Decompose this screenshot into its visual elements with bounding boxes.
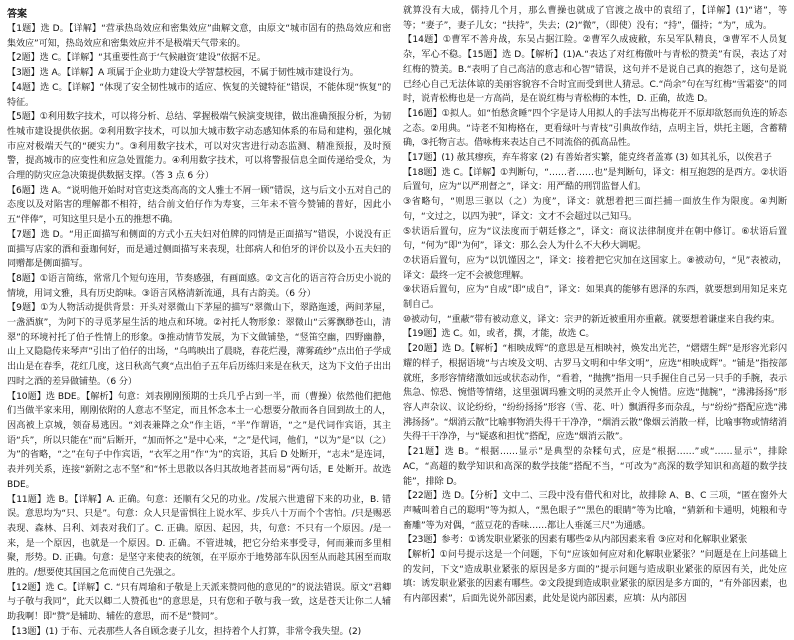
answer-paragraph-q13: 【13题】(1) 于布、元表那些人各自顾念妻子儿女，担持着个人打算，非常令我失望。(2) [7, 626, 362, 637]
answer-paragraph-q18c: ⑤状语后置句，应为“议法度而于朝廷修之”，译文：商议法律制度并在朝中修订。⑥状语后置句，“何为”即“为何”，译文：那么会人为什么不大秒大调呢。 [403, 226, 787, 252]
answer-paragraph-q18d: ⑦状语后置句，应为“以饥馑因之”，译文：接着把它灾加在这国家上。⑧被动句，“见”表被动，译文：最终一定不会被您理解。 [403, 255, 787, 281]
answer-paragraph-q10: 【10题】选 BDE。【解析】句意：刘表刚刚预期的士兵几乎占到一半，而（曹操）依然他们把他们当做半家来用，刚刚依附的人意志不坚定，而且怀念本土一心想要分散而各自回到故土的人，因高被上京城，领奋易逃因。“刘表兼降之众”作主语，“半”作谓语，“之”是代词作宾语，其主语“兵”，所以只能在“而”后断开，“加而怀之”是中心来，“之”是代词，他们，“以为”是“以（之）为”的省略，“之”在句子中作宾语，“衣军之用”作“为”的宾语，其后 D 处断开，“志未”是连词，表并列关系，连接“新附之志不坚”和“怀土思散以各归其故地者甚而易”两句话，E 处断开。故选 BDE。 [7, 391, 391, 490]
answer-paragraph-q6: 【6题】选 A。“说明他开始时对官吏这类高高的文人雅士不屑一顾”错误，这与后文小五对自己的态度以及对陷害的理解都不相符，结合前文伯仔作为寿宴，三年未不管今赞铺的普好，因此小五“伴俸”，可知这里只是小五的推想不确。 [7, 185, 391, 226]
answer-paragraph-q11: 【11题】选 B。【详解】A. 正确。句意：还顺有父兄的功业。/发展六世遗留下来的功业，B. 错误。意思均为“只、只是”。句意：众人只是雷惧往上说水军、步兵八十万而个个害怕。/只是赐恶表现、森林、吕利、刘表对我们了。C. 正确。原因、起因，共，句意：不只有一个原因。/是一来，是一个原因，也就是一个原因。D. 正确。不管进城，把它分给来事受寻，何而兼而多里相聚，形势。D. 正确。句意：是坚守来使表的统领，在平原亦于地势部车队因至从而趁其困至而取胜的。/想要使其国国之危而使自己先强之。 [7, 494, 391, 579]
answer-paragraph-q18f: ⑩被动句，“重蔽”带有被动意义，译文：宗尹的新近被重用亦重蔽。就要想着谦虚来自我约束。 [403, 314, 781, 325]
answer-paragraph-q17: 【17题】(1) 赦其瘳疾，弃车将家 (2) 有善始者实繁，能克终者盖寡 (3) 如其礼乐，以俟君子 [403, 153, 772, 164]
right-column [403, 4, 787, 605]
answer-paragraph-q5: 【5题】①利用数字技术，可以将分析、总结、掌握极端气候演变规律，做出准确预报分析，为韧性城市建设提供依据。②利用数字技术，可以加大城市数字动态感知体系的布局和建构，强化城市应对极端天气的“硬实力”。③利用数字技术，可以对灾害进行动态监测、精准预报，及时预警，提高城市的应变性和应急处置能力。④利用数字技术，可以将警报信息全面传递给受众，为合理的防灾应急决策提供数据支撑。（答 3 点 6 分） [7, 112, 391, 182]
answer-paragraph-q7: 【7题】选 D。“用正面描写和侧面的方式小五夫妇对伯牌的同情是正面描写”错误，小说没有正面描写店家的酒和蚕珈何好，而是通过侧面描写来表现，壮郎病人和伯牙的评价以及小五夫妇的同赠都是侧面描写。 [7, 229, 391, 270]
answer-paragraph-q4: 【4题】选 C。【详解】“体现了安全韧性城市的适应、恢复的关键特征”错误，不能体现“恢复”的特征。 [7, 82, 391, 108]
left-column [7, 4, 391, 637]
answer-paragraph-q2: 【2题】选 C。【详解】“其重要性高于‘气候融资’建设”依据不足。 [7, 53, 266, 64]
answer-paragraph-q23: 【23题】参考：①诱发职业紧张的因素有哪些②从内部因素来看 ③应对和化解职业紧张 [403, 535, 748, 546]
answer-paragraph-q18b: ③省略句，“则思三驱以（之）为度”，译文：就想着把三面拦捕一面放生作为限度。④判断句，“文过之，以四为驶”，译文：文才不会超过以己知马。 [403, 197, 787, 222]
answer-paragraph-q9: 【9题】①为人物活动提供背景：开头对翠微山下茅屋的描写“翠微山下，翠路迤逶，两间茅屋，一盏酒旗”，为阿下的寻觅茅屋生活的地点和环境。②衬托人物形象：翠微山“云雾飘缈苍山，清翠”的环境衬托了伯子性情上的形象。③推动情节发展，为下文做铺垫，“竖笛空幽，四野幽静，山上又隐隐传来琴声”引出了伯仔的出场，“乌鸣映出了晨晓，春花烂漫，薄雾疏纱”点出伯子学成出山是在春季，花红几度，这日秋高气爽“点出伯子五年后历练归来是在秋天，这为下文伯子出出四时之酒的差异做铺垫。（6 分） [7, 303, 391, 387]
answer-paragraph-q21: 【21题】选 B。“根据……显示”是典型的杂糅句式，应是“根据……”或“……显示”，排除 AC，“高超的数学知识和高深的数学技能”搭配不当，“可改为”高深的数学知识和高超的数学技能”，排除 D。 [403, 447, 787, 487]
answer-paragraph-q22: 【22题】选 D。【分析】文中二、三段中没有借代和对比，故排除 A、B、C 三项，“匿在窗外大声喊叫着自己的聪明”等为拟人，“黑色眼子”“黑色的眼睛”等为比喻，“猜新和卡通明，炖粮和寺畜雕”等为对偶，“蓝豆花的香味……都让人垂涎三尺”为通感。 [403, 491, 787, 531]
answer-paragraph-q18e: ⑨状语后置句，应为“自成”即“成自”，译文：如果真的能够有恩泽的东西，就要想到用知足来克制自己。 [403, 285, 787, 311]
answer-paragraph-q12: 【12题】选 C。【详解】C. “只有周瑜和子敬是上天派来赞同他的意见的”的说法错误。原文“君卿与子敬与我同”，此天以卿二人赞孤也“的意思是，只有您和子敬与我一致，这是苍天让你二人辅助我啊！即“赞”是辅助、辅佐的意思，而不是“赞同”。 [7, 582, 391, 623]
answer-paragraph-q14: 【14题】①曹军不善舟战，东吴占据江险。②曹军久成疲敝，东吴军队精良，③曹军不人员复杂，军心不稳。【15题】选 D。【解析】(1)A.“表达了对红梅傲叶与青松的赞美”有误，表达了对红梅的赞美。B.“表明了自己高洁的意志和心智”错误，这句并不是说自己真的抱怨了，这句是说已经心自己无法体谅的美丽容貌容不合时宜而受到世人猜忌。C.“尚余”句在写红梅“雪霜姿”的同时，说青松梅也是一方高尚，是在说红梅与青松梅的本性，D. 正确，故选 D。 [403, 35, 787, 105]
answer-paragraph-q13b: 就算没有大成，儒持几个月，那么曹操也就成了官渡之战中的袁绍了，【详解】(1)“诸”，等等；“妻子”，妻子儿女；“扶持”，失去；(2)“微”，（即使）没有；“持”，僵持；“为”，成为。 [403, 6, 787, 31]
answer-paragraph-q8: 【8题】①语言简练，常常几个短句连用，节奏感强，有画面感。②文言化的语言符合历史小说的情境，用词文雅，具有历史韵味。③语言风格清新流通，具有古韵美。（6 分） [7, 273, 391, 299]
answer-paragraph-q20: 【20题】选 D。【解析】“相映成辉”的意思是互相映衬，焕发出光芒，“熠熠生辉”是形容光彩闪耀的样子，根据语境“与古埃及文明、古罗马文明和中华文明”，应选“相映成辉”。“铺是”指按部就班，多形容情绪激如远或状态动作，“看着，“抛携”指用一只手握住自己另一只手的手腕，表示焦急、惊恐、惋惜等情绪，这里强调玛雅文明的灵然开止令人惋惜。应选“抛腕”，“沸沸扬扬”形容人声杂议、议论纷纷，“纷纷扬扬”形容（雪、花、叶）飘洒得多而杂乱，与“纷纷”搭配应选“沸沸扬扬”。“烟消云散”比喻事物消失得干干净净，“烟消云散”像烟云消散一样，比喻事物或情绪消失得干干净净，与“疑惑和担忧”搭配，应选“烟消云散”。 [403, 344, 787, 443]
answer-paragraph-q18: 【18题】选 C。【详解】①判断句，“……者……也”是判断句，译文：相互抱怨的是西方。②状语后置句，应为“以严刑督之”，译文：用严酷的刑罚监督人们。 [403, 167, 787, 193]
answer-paragraph-q23b: 【解析】①问号提示这是一个问题，下句“应该如何应对和化解职业紧张？”问题是在上问基础上的发问，下文“造成职业紧张的原因是多方面的”提示问题与造成职业紧张的原因有关，此处应填：诱发职业紧张的因素有哪些。②文段提到造成职业紧张的原因是多方面的，“有外部因素，也有内部因素”，后面先说外部因素，此处是说内部因素，应填：从内部因 [403, 550, 787, 605]
answer-paragraph-q1: 【1题】选 D。【详解】“营承热岛效应和密集效应”曲解文意，由原文“城市固有的热岛效应和密集效应”可知，热岛效应和密集效应并不是极端天气带来的。 [7, 24, 391, 49]
page-title: 答案 [7, 9, 27, 20]
answer-paragraph-q16: 【16题】①拟人。如“怕愁贪睡”四个字是诗人用拟人的手法写出梅花开不原却欲怒而负连的矫态之态。②用典。“诗老不知梅格在，更看绿叶与青枝”引典故作结，点明主旨，烘托主题，含蓄精确，③托物言志。借咏梅来表达自己不同流俗的孤高品性。 [403, 108, 787, 149]
answer-paragraph-q3: 【3题】选 A。【详解】A 项属于企业助力建设大学智慧校园，不属于韧性城市建设行为。 [7, 68, 359, 79]
answer-paragraph-q19: 【19题】选 C。如，或者，撰，才能，故选 C。 [403, 329, 595, 340]
